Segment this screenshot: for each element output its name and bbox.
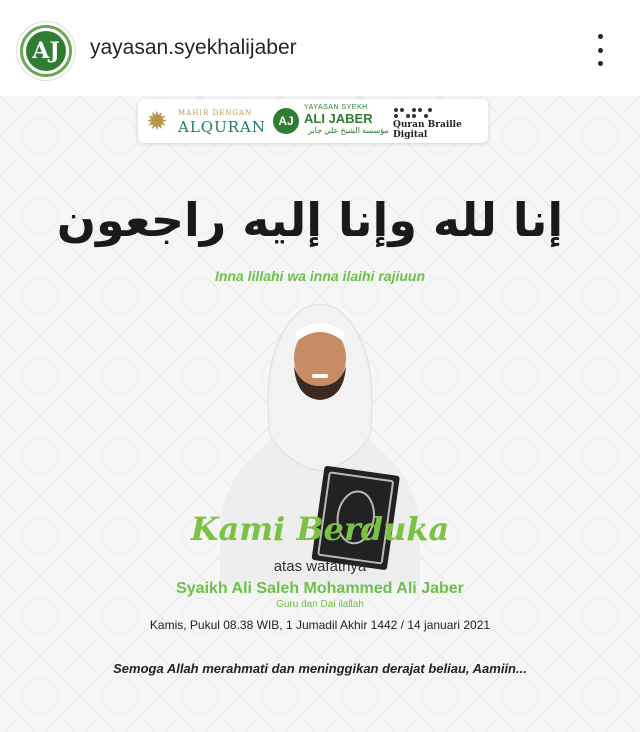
prayer-text: Semoga Allah merahmati dan meninggikan derajat beliau, Aamiin... (113, 661, 527, 676)
logo2-line1: YAYASAN SYEKH (304, 104, 368, 111)
more-dot (598, 34, 603, 39)
braille-dots-icon (393, 107, 433, 121)
post-title: Kami Berduka (190, 510, 450, 548)
profile-avatar[interactable] (17, 22, 75, 80)
logo3-title: Quran Braille Digital (393, 120, 462, 140)
more-options-icon[interactable] (588, 34, 612, 66)
logo2-line3: مؤسسة الشيخ علي جابر (308, 126, 389, 135)
post-header (0, 0, 640, 96)
more-dot (598, 48, 603, 53)
logo1-big-text: ALQURAN (178, 118, 266, 136)
calligraphy-text: إنا لله وإنا إليه راجعون (56, 193, 564, 247)
transliteration: Inna lillahi wa inna ilaihi rajiuun (214, 268, 426, 284)
logo2-line2: ALI JABER (304, 111, 373, 126)
star-ornament-icon: ✹ (146, 106, 168, 136)
date-info: Kamis, Pukul 08.38 WIB, 1 Jumadil Akhir 1442 / 14 januari 2021 (149, 618, 491, 632)
more-dot (598, 61, 603, 66)
subtitle-atas: atas wafatnya (273, 558, 367, 575)
arabic-calligraphy (56, 164, 564, 264)
deceased-role: Guru dan Dai ilallah (276, 599, 364, 610)
partner-logos-bar (138, 99, 488, 143)
logo1-small-text: MAHIR DENGAN (178, 109, 253, 117)
username[interactable]: yayasan.syekhalijaber (90, 36, 297, 59)
aj-logo-icon: AJ (273, 108, 299, 134)
avatar-initials: AJ (26, 31, 66, 71)
post-image[interactable] (0, 96, 640, 732)
deceased-name: Syaikh Ali Saleh Mohammed Ali Jaber (176, 580, 464, 597)
